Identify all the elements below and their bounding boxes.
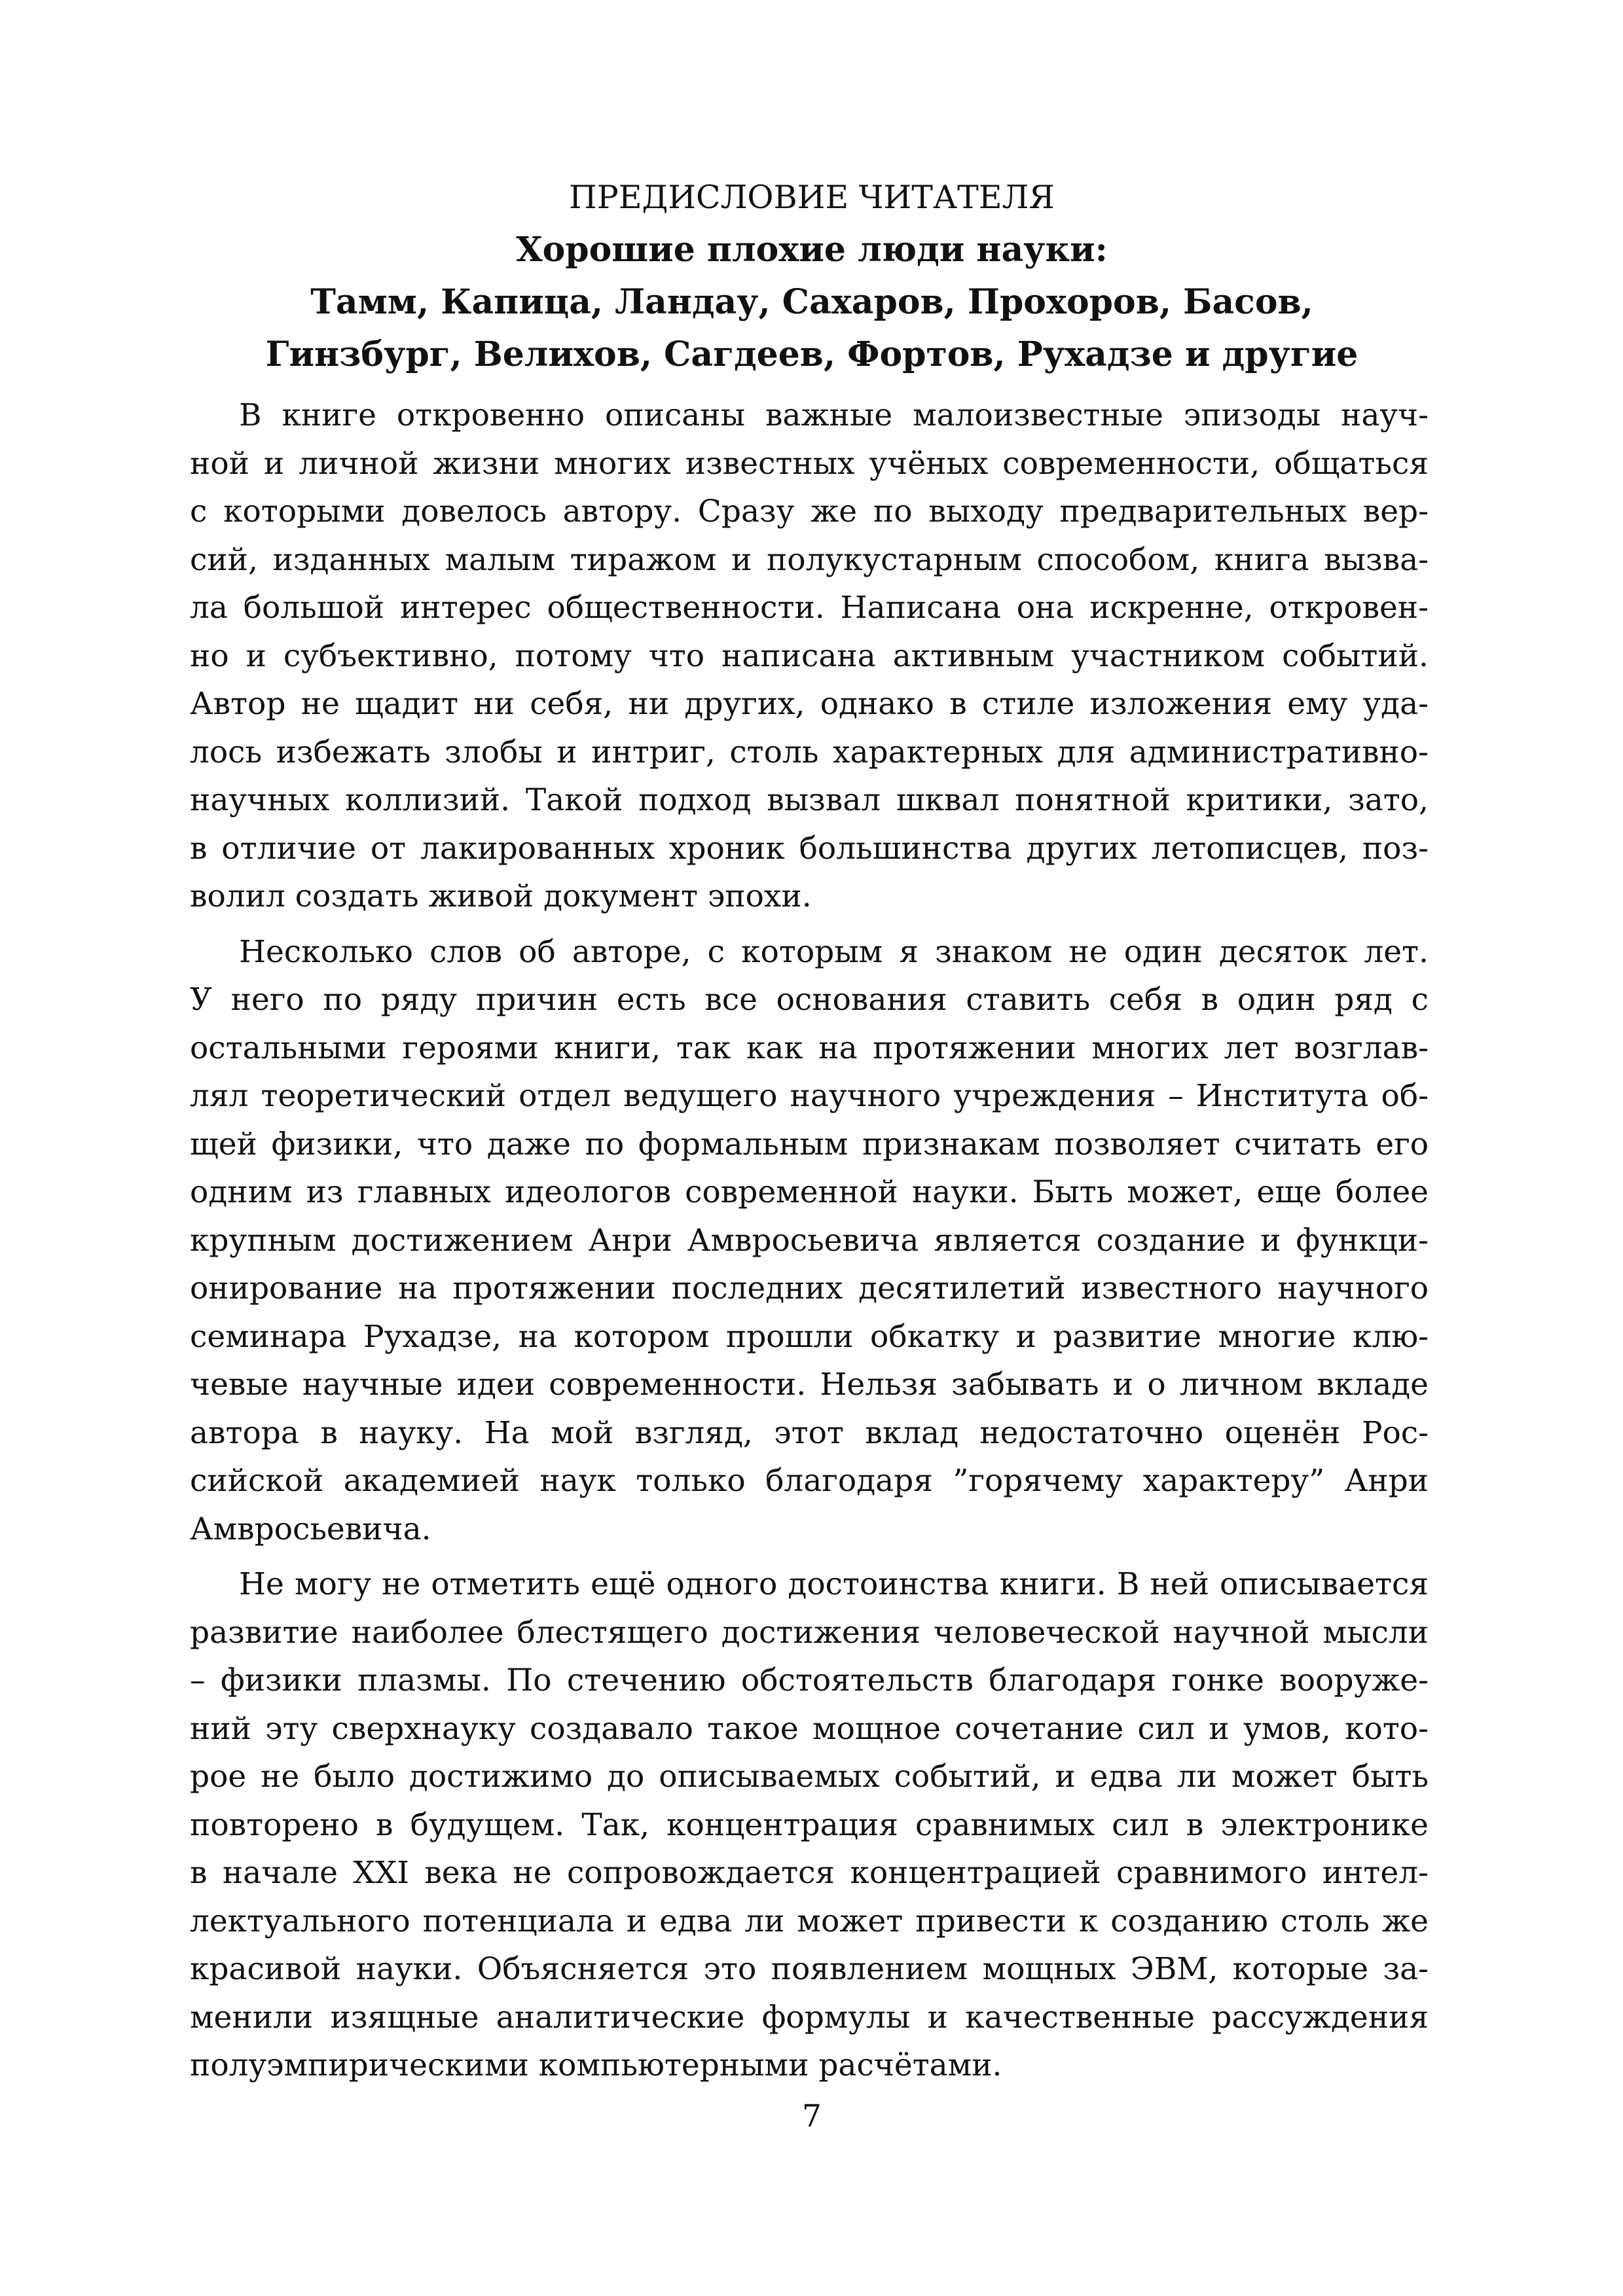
text-line: В книге откровенно описаны важные малоизвестные эпизоды науч- (239, 397, 1429, 433)
text-line: онирование на протяжении последних десятилетий известного научного (190, 1270, 1429, 1306)
text-line: ний эту сверхнауку создавало такое мощное сочетание сил и умов, кото- (190, 1710, 1429, 1747)
text-line: крупным достижением Анри Амвросьевича является создание и функци- (190, 1222, 1429, 1259)
text-line: лось избежать злобы и интриг, столь характерных для административно- (190, 734, 1429, 770)
paragraph (190, 391, 1429, 921)
text-line: рое не было достижимо до описываемых событий, и едва ли может быть (190, 1759, 1429, 1795)
text-line: лял теоретический отдел ведущего научного учреждения – Института об- (190, 1078, 1429, 1114)
text-line: автора в науку. На мой взгляд, этот вклад недостаточно оценён Рос- (190, 1414, 1429, 1451)
paragraph (190, 1560, 1429, 2090)
chapter-header (196, 171, 1427, 381)
text-line: повторено в будущем. Так, концентрация сравнимых сил в электронике (190, 1806, 1429, 1843)
text-line: Амвросьевича. (190, 1511, 431, 1547)
text-line: в начале XXI века не сопровождается концентрацией сравнимого интел- (190, 1855, 1429, 1891)
text-line: ной и личной жизни многих известных учёных современности, общаться (190, 445, 1429, 482)
text-line: с которыми довелось автору. Сразу же по выходу предварительных вер- (190, 493, 1429, 529)
text-line: Автор не щадит ни себя, ни других, однако в стиле изложения ему уда- (190, 686, 1429, 722)
text-line: лектуального потенциала и едва ли может привести к созданию столь же (190, 1903, 1429, 1939)
text-line: У него по ряду причин есть все основания ставить себя в один ряд с (190, 982, 1429, 1018)
subtitle-line: Гинзбург, Велихов, Сагдеев, Фортов, Рухадзе и другие (265, 334, 1359, 374)
text-line: сийской академией наук только благодаря ”горячему характеру” Анри (190, 1463, 1429, 1499)
body-text (190, 391, 1429, 2097)
subtitle-line: Тамм, Капица, Ландау, Сахаров, Прохоров, Басов, (310, 282, 1313, 322)
text-line: семинара Рухадзе, на котором прошли обкатку и развитие многие клю- (190, 1318, 1429, 1355)
text-line: Не могу не отметить ещё одного достоинства книги. В ней описывается (239, 1566, 1429, 1602)
text-line: полуэмпирическими компьютерными расчётами. (190, 2047, 1002, 2083)
text-line: красивой науки. Объясняется это появлением мощных ЭВМ, которые за- (190, 1951, 1429, 1987)
subtitle-line: Хорошие плохие люди науки: (516, 230, 1108, 270)
text-line: чевые научные идеи современности. Нельзя забывать и о личном вкладе (190, 1367, 1429, 1403)
page-number: 7 (802, 2098, 822, 2134)
text-line: – физики плазмы. По стечению обстоятельств благодаря гонке вооруже- (190, 1662, 1429, 1698)
section-title: ПРЕДИСЛОВИЕ ЧИТАТЕЛЯ (569, 179, 1055, 216)
text-line: щей физики, что даже по формальным признакам позволяет считать его (190, 1126, 1429, 1162)
paragraph (190, 928, 1429, 1554)
text-line: но и субъективно, потому что написана активным участником событий. (190, 637, 1429, 674)
text-line: волил создать живой документ эпохи. (190, 878, 812, 914)
text-line: сий, изданных малым тиражом и полукустарным способом, книга вызва- (190, 541, 1429, 578)
text-line: менили изящные аналитические формулы и качественные рассуждения (190, 1999, 1429, 2036)
text-line: одним из главных идеологов современной науки. Быть может, еще более (190, 1174, 1429, 1210)
text-line: остальными героями книги, так как на протяжении многих лет возглав- (190, 1030, 1429, 1066)
text-line: в отличие от лакированных хроник большинства других летописцев, поз- (190, 830, 1429, 867)
text-line: Несколько слов об авторе, с которым я знаком не один десяток лет. (239, 933, 1429, 970)
text-line: ла большой интерес общественности. Написана она искренне, откровен- (190, 590, 1429, 626)
text-line: научных коллизий. Такой подход вызвал шквал понятной критики, зато, (190, 782, 1429, 818)
text-line: развитие наиболее блестящего достижения человеческой научной мысли (190, 1614, 1429, 1651)
